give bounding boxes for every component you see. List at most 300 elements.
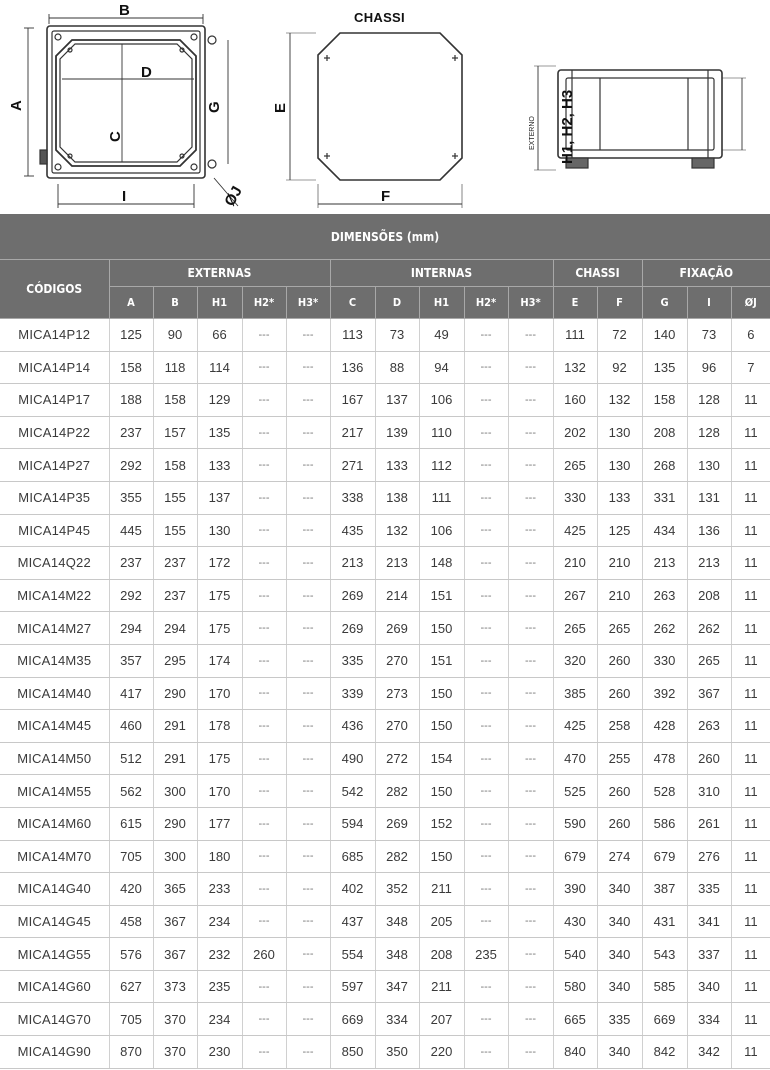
dimension-cell: --- bbox=[286, 905, 330, 938]
dimension-cell: 370 bbox=[153, 1036, 197, 1069]
dimension-cell: 11 bbox=[731, 1003, 770, 1036]
dimension-cell: 11 bbox=[731, 677, 770, 710]
dimension-cell: 669 bbox=[330, 1003, 375, 1036]
dimension-cell: 338 bbox=[330, 481, 375, 514]
dimension-cell: --- bbox=[508, 481, 553, 514]
dimension-cell: 540 bbox=[553, 938, 597, 971]
dimension-cell: 367 bbox=[153, 938, 197, 971]
dimension-cell: 132 bbox=[375, 514, 419, 547]
dimension-cell: --- bbox=[242, 840, 286, 873]
table-title: DIMENSÕES (mm) bbox=[0, 214, 770, 260]
dimension-cell: --- bbox=[242, 579, 286, 612]
dimension-cell: --- bbox=[242, 807, 286, 840]
dimension-cell: 417 bbox=[109, 677, 153, 710]
dimension-cell: --- bbox=[508, 742, 553, 775]
table-row bbox=[0, 938, 770, 971]
dimension-cell: --- bbox=[508, 710, 553, 743]
subheader-row bbox=[0, 287, 770, 319]
dimension-cell: 213 bbox=[687, 547, 731, 580]
product-code-cell: MICA14M40 bbox=[0, 677, 109, 710]
dimension-cell: --- bbox=[242, 710, 286, 743]
table-row bbox=[0, 1036, 770, 1069]
dimension-cell: 11 bbox=[731, 873, 770, 906]
dimension-cell: 367 bbox=[687, 677, 731, 710]
dimension-cell: 135 bbox=[642, 351, 687, 384]
dimension-cell: 291 bbox=[153, 710, 197, 743]
dimension-cell: 11 bbox=[731, 579, 770, 612]
dimension-cell: --- bbox=[242, 416, 286, 449]
dimension-cell: 232 bbox=[197, 938, 242, 971]
dimension-cell: 434 bbox=[642, 514, 687, 547]
dimension-cell: --- bbox=[508, 612, 553, 645]
dimension-cell: 96 bbox=[687, 351, 731, 384]
dimension-cell: 125 bbox=[109, 319, 153, 352]
dimension-cell: 167 bbox=[330, 384, 375, 417]
dimension-cell: 118 bbox=[153, 351, 197, 384]
dimension-cell: 260 bbox=[597, 807, 642, 840]
dimension-cell: 428 bbox=[642, 710, 687, 743]
dimension-cell: --- bbox=[508, 873, 553, 906]
product-code-cell: MICA14P14 bbox=[0, 351, 109, 384]
dimension-cell: --- bbox=[286, 970, 330, 1003]
dimension-cell: 170 bbox=[197, 677, 242, 710]
dimension-cell: 265 bbox=[687, 644, 731, 677]
dim-c-label: C bbox=[107, 131, 124, 142]
dimension-cell: 425 bbox=[553, 710, 597, 743]
dimension-cell: 132 bbox=[553, 351, 597, 384]
dimension-cell: --- bbox=[464, 970, 508, 1003]
dimension-cell: 340 bbox=[597, 873, 642, 906]
dimension-cell: 11 bbox=[731, 481, 770, 514]
dimension-cell: 627 bbox=[109, 970, 153, 1003]
dimension-cell: --- bbox=[508, 514, 553, 547]
dimension-cell: 263 bbox=[687, 710, 731, 743]
dimension-cell: 237 bbox=[153, 579, 197, 612]
dimension-cell: 158 bbox=[153, 449, 197, 482]
dimension-cell: --- bbox=[286, 677, 330, 710]
product-code-cell: MICA14M60 bbox=[0, 807, 109, 840]
dimension-cell: 152 bbox=[419, 807, 464, 840]
dimension-cell: 11 bbox=[731, 612, 770, 645]
dimension-cell: 94 bbox=[419, 351, 464, 384]
dimension-cell: --- bbox=[242, 775, 286, 808]
table-row bbox=[0, 873, 770, 906]
dimension-cell: 128 bbox=[687, 416, 731, 449]
dimension-cell: 213 bbox=[330, 547, 375, 580]
dimension-cell: 258 bbox=[597, 710, 642, 743]
dimension-cell: 263 bbox=[642, 579, 687, 612]
dimension-cell: 130 bbox=[597, 449, 642, 482]
dimension-cell: 295 bbox=[153, 644, 197, 677]
dimension-cell: 310 bbox=[687, 775, 731, 808]
dimension-cell: --- bbox=[286, 384, 330, 417]
dimension-cell: --- bbox=[464, 384, 508, 417]
dimension-cell: --- bbox=[242, 319, 286, 352]
side-left-small: EXTERNO bbox=[529, 116, 536, 150]
dimension-cell: --- bbox=[242, 873, 286, 906]
dimension-cell: 337 bbox=[687, 938, 731, 971]
dimension-cell: --- bbox=[464, 807, 508, 840]
dimension-cell: 594 bbox=[330, 807, 375, 840]
dimension-cell: 512 bbox=[109, 742, 153, 775]
dimension-cell: --- bbox=[242, 547, 286, 580]
dimension-cell: 130 bbox=[197, 514, 242, 547]
dimension-cell: 260 bbox=[597, 775, 642, 808]
table-row bbox=[0, 807, 770, 840]
dimension-cell: 150 bbox=[419, 775, 464, 808]
dimension-cell: 445 bbox=[109, 514, 153, 547]
dimension-cell: --- bbox=[242, 384, 286, 417]
dimension-cell: --- bbox=[286, 514, 330, 547]
dim-g-label: G bbox=[206, 101, 223, 113]
dimension-cell: 214 bbox=[375, 579, 419, 612]
dimension-cell: --- bbox=[464, 579, 508, 612]
table-row bbox=[0, 319, 770, 352]
dimension-cell: 425 bbox=[553, 514, 597, 547]
dimension-cell: 177 bbox=[197, 807, 242, 840]
dimension-cell: 11 bbox=[731, 742, 770, 775]
dimension-cell: 260 bbox=[597, 644, 642, 677]
dimension-cell: 335 bbox=[330, 644, 375, 677]
dimension-cell: 111 bbox=[419, 481, 464, 514]
dimension-cell: --- bbox=[464, 840, 508, 873]
dimension-cell: --- bbox=[464, 449, 508, 482]
dimension-cell: 11 bbox=[731, 416, 770, 449]
dimension-cell: 217 bbox=[330, 416, 375, 449]
dimension-cell: 300 bbox=[153, 775, 197, 808]
dimension-cell: 276 bbox=[687, 840, 731, 873]
dimension-cell: 112 bbox=[419, 449, 464, 482]
product-code-cell: MICA14P12 bbox=[0, 319, 109, 352]
product-code-cell: MICA14M50 bbox=[0, 742, 109, 775]
table-row bbox=[0, 742, 770, 775]
product-code-cell: MICA14Q22 bbox=[0, 547, 109, 580]
dimension-cell: --- bbox=[464, 1003, 508, 1036]
dimension-cell: --- bbox=[464, 873, 508, 906]
table-row bbox=[0, 710, 770, 743]
dimension-cell: 542 bbox=[330, 775, 375, 808]
table-row bbox=[0, 384, 770, 417]
dimension-cell: 11 bbox=[731, 775, 770, 808]
dimension-cell: 113 bbox=[330, 319, 375, 352]
dimension-cell: 335 bbox=[687, 873, 731, 906]
dimension-cell: 340 bbox=[597, 970, 642, 1003]
dimension-cell: 131 bbox=[687, 481, 731, 514]
dimension-cell: 543 bbox=[642, 938, 687, 971]
dimension-cell: 300 bbox=[153, 840, 197, 873]
dimension-cell: 260 bbox=[242, 938, 286, 971]
dimension-cell: 679 bbox=[553, 840, 597, 873]
dimension-cell: 237 bbox=[109, 547, 153, 580]
dimension-cell: --- bbox=[242, 612, 286, 645]
dimension-cell: --- bbox=[242, 970, 286, 1003]
dimension-cell: 6 bbox=[731, 319, 770, 352]
dimension-cell: --- bbox=[464, 742, 508, 775]
dimension-cell: 133 bbox=[375, 449, 419, 482]
dimension-cell: --- bbox=[464, 710, 508, 743]
dimension-cell: 151 bbox=[419, 644, 464, 677]
dimension-cell: 335 bbox=[597, 1003, 642, 1036]
dim-f-label: F bbox=[381, 188, 391, 205]
column-header: H3* bbox=[286, 287, 330, 319]
dimension-cell: 11 bbox=[731, 384, 770, 417]
dimension-cell: 385 bbox=[553, 677, 597, 710]
dimension-cell: --- bbox=[286, 1036, 330, 1069]
dimension-cell: 272 bbox=[375, 742, 419, 775]
dimension-cell: 175 bbox=[197, 742, 242, 775]
dimension-cell: 133 bbox=[197, 449, 242, 482]
dimension-cell: 129 bbox=[197, 384, 242, 417]
column-header: I bbox=[687, 287, 731, 319]
dimension-cell: 390 bbox=[553, 873, 597, 906]
dimension-cell: 208 bbox=[642, 416, 687, 449]
dimension-cell: --- bbox=[464, 677, 508, 710]
dimension-cell: 665 bbox=[553, 1003, 597, 1036]
dim-d-label: D bbox=[141, 64, 152, 81]
dimension-cell: 175 bbox=[197, 579, 242, 612]
dimension-cell: 235 bbox=[464, 938, 508, 971]
dimension-cell: 234 bbox=[197, 1003, 242, 1036]
dimension-cell: 348 bbox=[375, 938, 419, 971]
dim-e-label: E bbox=[272, 102, 289, 113]
dimension-cell: --- bbox=[464, 612, 508, 645]
column-header: B bbox=[153, 287, 197, 319]
dimension-cell: 207 bbox=[419, 1003, 464, 1036]
dimension-cell: --- bbox=[508, 319, 553, 352]
dimension-cell: 576 bbox=[109, 938, 153, 971]
dimension-cell: 137 bbox=[197, 481, 242, 514]
dimension-cell: --- bbox=[508, 384, 553, 417]
dimension-cell: --- bbox=[508, 840, 553, 873]
dimension-cell: 202 bbox=[553, 416, 597, 449]
dimension-cell: 590 bbox=[553, 807, 597, 840]
dimension-cell: 158 bbox=[153, 384, 197, 417]
dimension-cell: 11 bbox=[731, 710, 770, 743]
dimension-cell: 840 bbox=[553, 1036, 597, 1069]
dimension-cell: --- bbox=[508, 1036, 553, 1069]
dimension-cell: 290 bbox=[153, 677, 197, 710]
dimension-cell: --- bbox=[286, 644, 330, 677]
dimension-cell: 210 bbox=[597, 579, 642, 612]
dimension-cell: --- bbox=[508, 677, 553, 710]
dimension-cell: 271 bbox=[330, 449, 375, 482]
dimension-cell: --- bbox=[286, 612, 330, 645]
dimension-cell: 136 bbox=[330, 351, 375, 384]
dimension-cell: 348 bbox=[375, 905, 419, 938]
dimension-cell: 114 bbox=[197, 351, 242, 384]
product-code-cell: MICA14P35 bbox=[0, 481, 109, 514]
dimension-cell: --- bbox=[286, 1003, 330, 1036]
dimension-cell: 478 bbox=[642, 742, 687, 775]
dimension-cell: 11 bbox=[731, 547, 770, 580]
dimension-cell: 270 bbox=[375, 644, 419, 677]
dimension-cell: 334 bbox=[687, 1003, 731, 1036]
table-row bbox=[0, 677, 770, 710]
dimension-cell: 340 bbox=[597, 938, 642, 971]
dimension-cell: --- bbox=[508, 579, 553, 612]
table-row bbox=[0, 514, 770, 547]
dimension-cell: --- bbox=[508, 351, 553, 384]
dimension-cell: --- bbox=[464, 547, 508, 580]
dimension-cell: 125 bbox=[597, 514, 642, 547]
column-header: H2* bbox=[242, 287, 286, 319]
dimension-cell: 331 bbox=[642, 481, 687, 514]
dimension-cell: --- bbox=[242, 1003, 286, 1036]
dimension-cell: 210 bbox=[597, 547, 642, 580]
dimension-cell: 137 bbox=[375, 384, 419, 417]
dimension-cell: 72 bbox=[597, 319, 642, 352]
column-header: D bbox=[375, 287, 419, 319]
dimension-cell: 132 bbox=[597, 384, 642, 417]
dimension-cell: 355 bbox=[109, 481, 153, 514]
dimension-cell: 11 bbox=[731, 449, 770, 482]
product-code-cell: MICA14M55 bbox=[0, 775, 109, 808]
product-code-cell: MICA14M27 bbox=[0, 612, 109, 645]
dimension-cell: 420 bbox=[109, 873, 153, 906]
product-code-cell: MICA14G90 bbox=[0, 1036, 109, 1069]
dimension-cell: --- bbox=[508, 644, 553, 677]
dimension-cell: --- bbox=[242, 644, 286, 677]
chassi-drawing bbox=[286, 33, 462, 208]
dimension-cell: 274 bbox=[597, 840, 642, 873]
dimension-cell: 157 bbox=[153, 416, 197, 449]
table-row bbox=[0, 612, 770, 645]
group-header-chassi: CHASSI bbox=[553, 260, 642, 287]
table-row bbox=[0, 840, 770, 873]
dimension-cell: 267 bbox=[553, 579, 597, 612]
dimension-cell: 586 bbox=[642, 807, 687, 840]
dimension-cell: 208 bbox=[419, 938, 464, 971]
dimension-cell: 269 bbox=[375, 612, 419, 645]
dimension-cell: 158 bbox=[642, 384, 687, 417]
dimension-cell: --- bbox=[286, 807, 330, 840]
dimension-cell: 213 bbox=[642, 547, 687, 580]
dimension-cell: 11 bbox=[731, 514, 770, 547]
dimension-cell: --- bbox=[242, 514, 286, 547]
dimension-cell: 367 bbox=[153, 905, 197, 938]
dimension-cell: 174 bbox=[197, 644, 242, 677]
dimension-cell: 436 bbox=[330, 710, 375, 743]
dimension-cell: 151 bbox=[419, 579, 464, 612]
column-header: H1 bbox=[197, 287, 242, 319]
dimension-cell: 597 bbox=[330, 970, 375, 1003]
table-body bbox=[0, 319, 770, 1069]
dimension-cell: 262 bbox=[687, 612, 731, 645]
product-code-cell: MICA14P17 bbox=[0, 384, 109, 417]
dimension-cell: 11 bbox=[731, 905, 770, 938]
dimension-cell: 268 bbox=[642, 449, 687, 482]
dimension-cell: 211 bbox=[419, 873, 464, 906]
dimension-cell: 90 bbox=[153, 319, 197, 352]
dimension-cell: 235 bbox=[197, 970, 242, 1003]
dim-a-label: A bbox=[8, 100, 25, 111]
column-header: E bbox=[553, 287, 597, 319]
dimension-cell: 158 bbox=[109, 351, 153, 384]
dimension-cell: 340 bbox=[597, 1036, 642, 1069]
dimension-cell: 292 bbox=[109, 579, 153, 612]
dimension-cell: 49 bbox=[419, 319, 464, 352]
dim-b-label: B bbox=[119, 2, 130, 19]
table-row bbox=[0, 449, 770, 482]
dimension-cell: 237 bbox=[153, 547, 197, 580]
dimension-cell: 269 bbox=[330, 579, 375, 612]
dimension-cell: 347 bbox=[375, 970, 419, 1003]
dimension-cell: --- bbox=[508, 807, 553, 840]
dimension-cell: 11 bbox=[731, 807, 770, 840]
technical-drawings bbox=[0, 0, 770, 214]
dimension-cell: 270 bbox=[375, 710, 419, 743]
dimension-cell: 292 bbox=[109, 449, 153, 482]
dimension-cell: 73 bbox=[687, 319, 731, 352]
dimension-cell: 705 bbox=[109, 1003, 153, 1036]
dimension-cell: 130 bbox=[597, 416, 642, 449]
dimension-cell: 260 bbox=[687, 742, 731, 775]
dimension-cell: 128 bbox=[687, 384, 731, 417]
dimension-cell: 290 bbox=[153, 807, 197, 840]
dimension-cell: 341 bbox=[687, 905, 731, 938]
dimension-cell: 210 bbox=[553, 547, 597, 580]
dimension-cell: 7 bbox=[731, 351, 770, 384]
dimension-cell: 205 bbox=[419, 905, 464, 938]
dimension-cell: 73 bbox=[375, 319, 419, 352]
dimension-cell: --- bbox=[464, 351, 508, 384]
dimension-cell: 188 bbox=[109, 384, 153, 417]
dimension-cell: 269 bbox=[375, 807, 419, 840]
dimension-cell: 139 bbox=[375, 416, 419, 449]
table-row bbox=[0, 644, 770, 677]
dimension-cell: --- bbox=[242, 481, 286, 514]
group-header-externas: EXTERNAS bbox=[109, 260, 330, 287]
dimension-cell: 133 bbox=[597, 481, 642, 514]
codes-header: CÓDIGOS bbox=[0, 260, 109, 319]
dimension-cell: 669 bbox=[642, 1003, 687, 1036]
dimension-cell: 528 bbox=[642, 775, 687, 808]
dimension-cell: 431 bbox=[642, 905, 687, 938]
dimension-cell: 402 bbox=[330, 873, 375, 906]
dimension-cell: 340 bbox=[597, 905, 642, 938]
dimension-cell: 265 bbox=[553, 612, 597, 645]
dimension-cell: 435 bbox=[330, 514, 375, 547]
dimension-cell: 230 bbox=[197, 1036, 242, 1069]
dimension-cell: 562 bbox=[109, 775, 153, 808]
dimension-cell: 370 bbox=[153, 1003, 197, 1036]
column-header: A bbox=[109, 287, 153, 319]
product-code-cell: MICA14M22 bbox=[0, 579, 109, 612]
dimension-cell: --- bbox=[508, 938, 553, 971]
dimension-cell: --- bbox=[286, 481, 330, 514]
dimension-cell: --- bbox=[242, 351, 286, 384]
table-row bbox=[0, 579, 770, 612]
dimension-cell: 260 bbox=[597, 677, 642, 710]
dimension-cell: 154 bbox=[419, 742, 464, 775]
product-code-cell: MICA14M70 bbox=[0, 840, 109, 873]
dimension-cell: 585 bbox=[642, 970, 687, 1003]
dimension-cell: 255 bbox=[597, 742, 642, 775]
dimension-cell: --- bbox=[286, 840, 330, 873]
dim-i-label: I bbox=[122, 188, 127, 205]
dimension-cell: 265 bbox=[553, 449, 597, 482]
dimension-cell: 437 bbox=[330, 905, 375, 938]
dimension-cell: 130 bbox=[687, 449, 731, 482]
dimension-cell: 150 bbox=[419, 840, 464, 873]
dimension-cell: 138 bbox=[375, 481, 419, 514]
dimension-cell: 155 bbox=[153, 514, 197, 547]
dimension-cell: --- bbox=[464, 775, 508, 808]
table-row bbox=[0, 351, 770, 384]
dimension-cell: 340 bbox=[687, 970, 731, 1003]
product-code-cell: MICA14P27 bbox=[0, 449, 109, 482]
dimension-cell: --- bbox=[464, 1036, 508, 1069]
